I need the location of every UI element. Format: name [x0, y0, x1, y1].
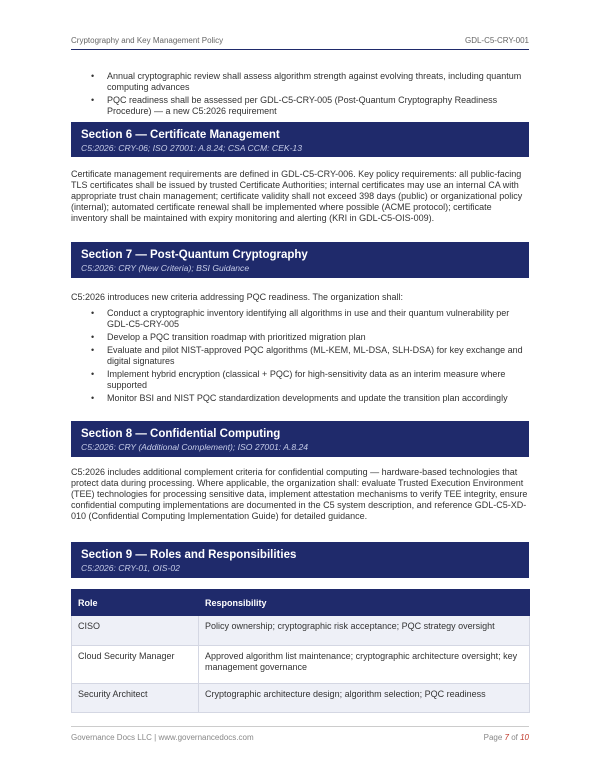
section-references: C5:2026: CRY (Additional Complement); ISO 27001: A.8.24	[81, 442, 309, 452]
page-of: of	[508, 733, 521, 742]
table-header-row	[72, 590, 530, 616]
column-header-responsibility: Responsibility	[199, 590, 530, 616]
document-id: GDL-C5-CRY-001	[464, 36, 529, 45]
section-references: C5:2026: CRY-06; ISO 27001: A.8.24; CSA CCM: CEK-13	[81, 143, 302, 153]
roles-table	[71, 589, 530, 713]
section-6-body: Certificate management requirements are defined in GDL-C5-CRY-006. Key policy requirements: all public-facing TLS certificates shall be issued by trusted Certificate Authorities; internal certificates may use an internal CA with appropriate trust chain management; certificate validity shall not exceed 398 days (public) or organizational policy (internal); automated certificate renewal shall be implemented where possible (ACME protocol); certificate inventory shall be maintained with expiry monitoring and alerting (KRI in GDL-C5-OIS-009).	[71, 169, 523, 223]
page-footer	[71, 726, 529, 745]
section-7-intro: C5:2026 introduces new criteria addressing PQC readiness. The organization shall:	[71, 292, 404, 302]
section-8-heading	[71, 421, 529, 457]
role-cell: Security Architect	[72, 684, 199, 713]
list-item: • Annual cryptographic review shall assess algorithm strength against evolving threats, including quantum computing advances	[71, 71, 529, 93]
table-row	[72, 646, 530, 684]
list-item: • Conduct a cryptographic inventory identifying all algorithms in use and their quantum vulnerability per GDL-C5-CRY-005	[71, 308, 529, 330]
responsibility-cell: Approved algorithm list maintenance; cryptographic architecture oversight; key management governance	[199, 646, 530, 684]
document-title: Cryptography and Key Management Policy	[71, 36, 224, 45]
section-title: Section 8 — Confidential Computing	[81, 428, 281, 440]
list-item: • Implement hybrid encryption (classical + PQC) for high-sensitivity data as an interim measure where supported	[71, 369, 529, 391]
list-item: • Monitor BSI and NIST PQC standardization developments and update the transition plan accordingly	[71, 393, 529, 404]
section-9-heading	[71, 542, 529, 578]
list-item: • PQC readiness shall be assessed per GDL-C5-CRY-005 (Post-Quantum Cryptography Readiness Procedure) — a new C5:2026 requirement	[71, 95, 529, 117]
list-item: • Develop a PQC transition roadmap with prioritized migration plan	[71, 332, 529, 343]
section-title: Section 9 — Roles and Responsibilities	[81, 549, 297, 561]
section-title: Section 6 — Certificate Management	[81, 129, 280, 141]
responsibility-cell: Policy ownership; cryptographic risk acceptance; PQC strategy oversight	[199, 616, 530, 646]
role-cell: CISO	[72, 616, 199, 646]
section-8-body: C5:2026 includes additional complement criteria for confidential computing — hardware-based technologies that protect data during processing. Where applicable, the organization shall: evaluate Trusted Execution Environment (TEE) technologies for processing sensitive data, implement attestation mechanisms to verify TEE integrity, ensure confidential computing implementations are documented in the C5 system description, and reference GDL-C5-XD-010 (Confidential Computing Implementation Guide) for detailed guidance.	[71, 467, 528, 521]
section-title: Section 7 — Post-Quantum Cryptography	[81, 249, 308, 261]
top-bullet-list	[71, 71, 529, 119]
section-6-heading	[71, 122, 529, 157]
current-page: 7	[504, 733, 509, 742]
footer-company: Governance Docs LLC | www.governancedocs.com	[71, 733, 254, 742]
section-7-heading	[71, 242, 529, 278]
page-number	[484, 733, 529, 742]
table-row	[72, 684, 530, 713]
section-references: C5:2026: CRY-01, OIS-02	[81, 563, 180, 573]
page-prefix: Page	[483, 733, 505, 742]
total-pages: 10	[520, 733, 529, 742]
responsibility-cell: Cryptographic architecture design; algorithm selection; PQC readiness	[199, 684, 530, 713]
section-7-bullet-list	[71, 308, 529, 406]
section-references: C5:2026: CRY (New Criteria); BSI Guidance	[81, 263, 250, 273]
role-cell: Cloud Security Manager	[72, 646, 199, 684]
table-row	[72, 616, 530, 646]
column-header-role: Role	[72, 590, 199, 616]
list-item: • Evaluate and pilot NIST-approved PQC algorithms (ML-KEM, ML-DSA, SLH-DSA) for key exchange and digital signatures	[71, 345, 529, 367]
page-header	[71, 33, 529, 50]
